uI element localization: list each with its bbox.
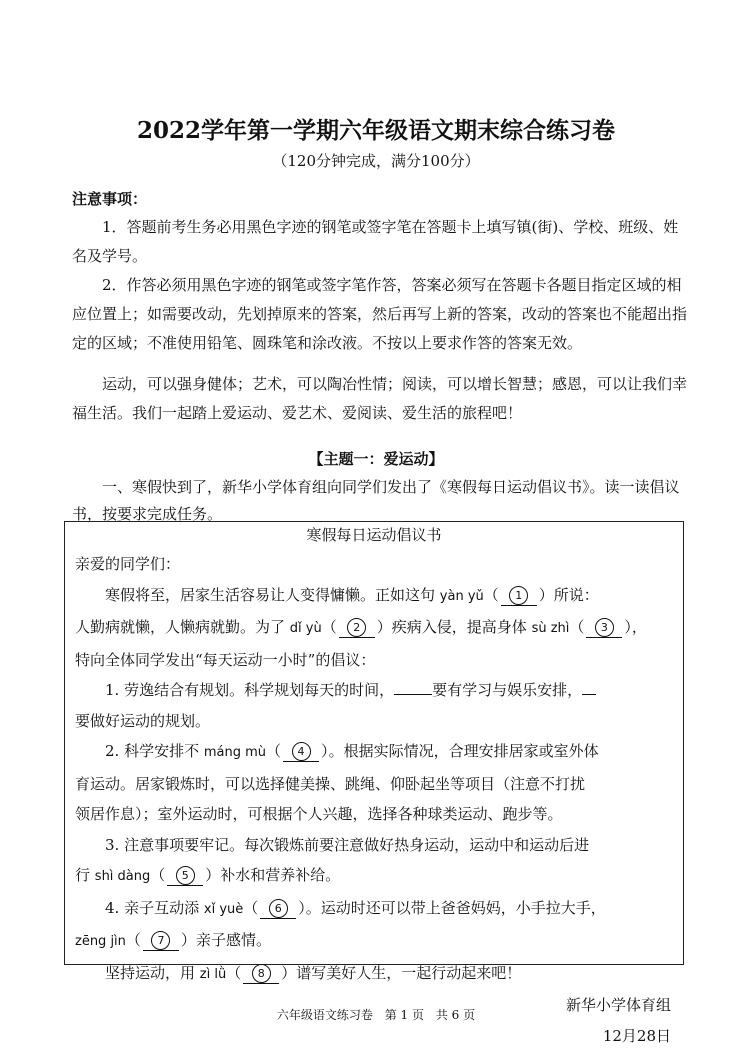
letter-greeting: 亲爱的同学们： <box>75 555 181 573</box>
letter-line: 4. 亲子互动添 xǐ yuè（ 6 ）。运动时还可以带上爸爸妈妈，小手拉大手， <box>105 898 606 917</box>
answer-blank-2[interactable] <box>339 617 375 638</box>
intro-paragraph: 运动，可以强身健体；艺术，可以陶冶性情；阅读，可以增长智慧；感恩，可以让我们幸福生活。我们一起踏上爱运动、爱艺术、爱阅读、爱生活的旅程吧！ <box>72 375 688 422</box>
pinyin: zēng jìn <box>75 934 126 949</box>
letter-line: 领居作息）；室外运动时，可根据个人兴趣，选择各种球类运动、跑步等。 <box>75 805 563 823</box>
task-instruction: 一、寒假快到了，新华小学体育组向同学们发出了《寒假每日运动倡议书》。读一读倡议书，按要求完成任务。 <box>72 478 680 523</box>
footer-page-number: 第 1 页 <box>384 1008 424 1022</box>
letter-signature: 新华小学体育组 <box>565 996 671 1014</box>
fill-underline[interactable] <box>394 680 432 695</box>
notice-heading: 注意事项： <box>72 190 148 208</box>
letter-line: 坚持运动，用 zì lǜ（ 8 ）谱写美好人生，一起行动起来吧！ <box>105 963 522 982</box>
page-title: 2022学年第一学期六年级语文期末综合练习卷 <box>136 117 615 144</box>
letter-line: 寒假将至，居家生活容易让人变得慵懒。正如这句 yàn yǔ（ 1 ）所说： <box>105 585 599 604</box>
answer-blank-6[interactable] <box>260 898 296 919</box>
circled-number: 8 <box>252 964 271 983</box>
pinyin: xǐ yuè <box>203 901 244 917</box>
letter-line: 1. 劳逸结合有规划。科学规划每天的时间， 要有学习与娱乐安排， <box>75 675 675 706</box>
letter-line: 要做好运动的规划。 <box>75 711 211 730</box>
fill-underline[interactable] <box>582 680 596 695</box>
answer-blank-4[interactable] <box>283 741 319 762</box>
letter-date: 12月28日 <box>602 1026 671 1045</box>
circled-number: 1 <box>509 586 528 605</box>
circled-number: 5 <box>176 866 195 885</box>
pinyin: máng mù <box>203 745 267 760</box>
footer-paper-name: 六年级语文练习卷 <box>276 1008 373 1022</box>
pinyin: yàn yǔ <box>439 588 484 604</box>
pinyin: shì dàng <box>94 869 151 884</box>
footer-total-pages: 共 6 页 <box>435 1008 476 1022</box>
circled-number: 3 <box>595 618 614 637</box>
answer-blank-3[interactable] <box>586 617 622 638</box>
letter-title: 寒假每日运动倡议书 <box>306 526 442 544</box>
notice-list <box>72 213 688 358</box>
letter-line: 育运动。居家锻炼时，可以选择健美操、跳绳、仰卧起坐等项目（注意不打扰 <box>75 774 586 793</box>
page-subtitle: （120分钟完成，满分100分） <box>272 152 480 170</box>
circled-number: 2 <box>347 618 366 637</box>
notice-item-2: 2．作答必须用黑色字迹的钢笔或签字笔作答，答案必须写在答题卡各题目指定区域的相应位置上；如需要改动，先划掉原来的答案，然后再写上新的答案，改动的答案也不能超出指定的区域；不准使用铅笔、圆珠笔和涂改液。不按以上要求作答的答案无效。 <box>72 276 688 352</box>
answer-blank-7[interactable] <box>143 930 179 951</box>
letter-line: 人勤病就懒，人懒病就勤。为了 dǐ yù（ 2 ）疾病入侵，提高身体 sù zhì（ 3 ）， <box>75 618 647 636</box>
letter-line: zēng jìn（ 7 ）亲子感情。 <box>75 931 271 949</box>
pinyin: zì lǜ <box>199 966 227 982</box>
circled-number: 4 <box>292 742 311 761</box>
letter-body <box>75 549 675 1051</box>
page-footer <box>0 1006 752 1023</box>
letter-line: 2. 科学安排不 máng mù（ 4 ）。根据实际情况，合理安排居家或室外体 <box>105 742 599 760</box>
theme-heading: 【主题一：爱运动】 <box>308 450 444 468</box>
letter-line: 特向全体同学发出“每天运动一小时”的倡议： <box>75 650 376 669</box>
circled-number: 6 <box>269 899 288 918</box>
pinyin: sù zhì <box>531 621 570 636</box>
answer-blank-8[interactable] <box>243 963 279 984</box>
answer-blank-5[interactable] <box>167 865 203 886</box>
letter-line: 行 shì dàng（ 5 ）补水和营养补给。 <box>75 866 341 884</box>
answer-blank-1[interactable] <box>501 585 537 606</box>
pinyin: dǐ yù <box>289 621 322 636</box>
letter-line: 3. 注意事项要牢记。每次锻炼前要注意做好热身运动，运动中和运动后进 <box>105 835 590 854</box>
notice-item-1: 1．答题前考生务必用黑色字迹的钢笔或签字笔在答题卡上填写镇(街)、学校、班级、姓名及学号。 <box>72 218 679 265</box>
circled-number: 7 <box>151 931 170 950</box>
